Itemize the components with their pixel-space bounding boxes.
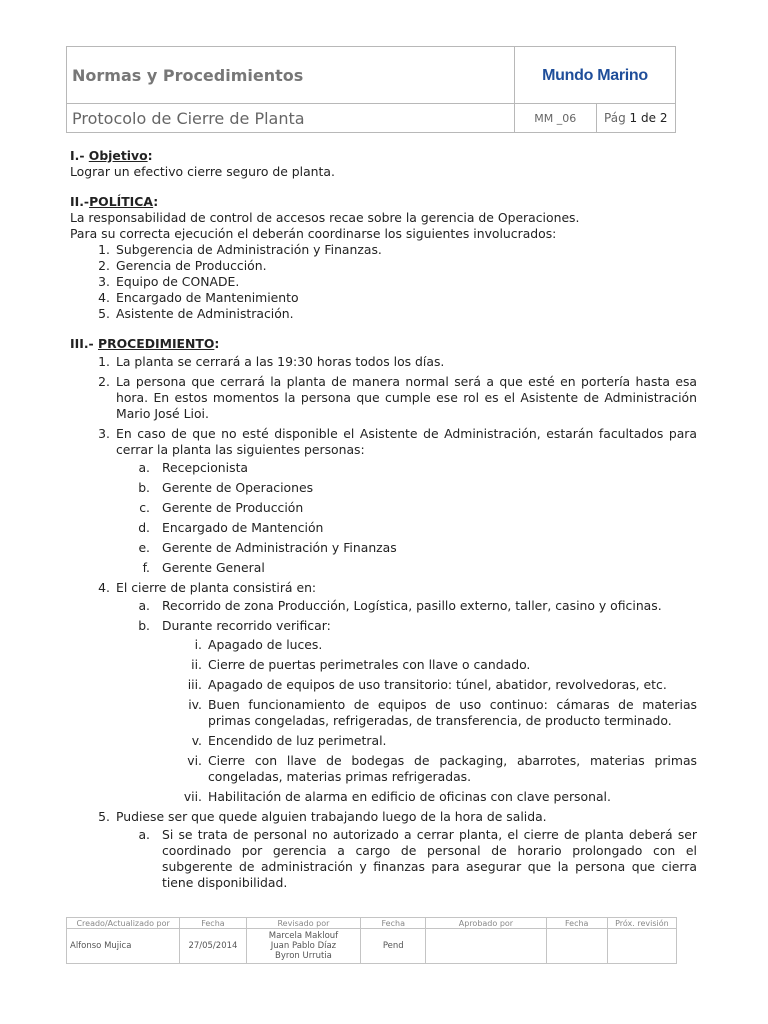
list-item: iv. Buen funcionamiento de equipos de uso continuo: cámaras de materias primas congeladas, refrigeradas, de transferencia, de producto terminado. (188, 697, 697, 728)
section-heading: Objetivo (88, 148, 148, 163)
document-title: Normas y Procedimientos (67, 47, 515, 104)
list-item: v. Encendido de luz perimetral. (191, 733, 387, 748)
document-header (66, 46, 676, 133)
list-item: 3. Equipo de CONADE. (98, 274, 240, 289)
list-item: 5. Asistente de Administración. (98, 306, 294, 321)
document-code: MM _06 (515, 104, 597, 133)
list-item: b. Gerente de Operaciones (138, 480, 314, 495)
page-current: 1 (629, 111, 638, 125)
created-date: 27/05/2014 (180, 929, 246, 964)
column-header: Próx. revisión (607, 918, 676, 929)
section-heading: PROCEDIMIENTO (98, 336, 215, 351)
section-colon: : (153, 194, 159, 209)
procedimiento-list (70, 354, 697, 891)
table-row (67, 929, 677, 964)
verification-checklist (116, 637, 697, 805)
page-indicator (596, 104, 676, 133)
reviewer-name: Marcela Maklouf (268, 931, 339, 941)
reviewer-name: Juan Pablo Díaz (270, 941, 337, 951)
list-item: e. Gerente de Administración y Finanzas (138, 540, 397, 555)
review-date: Pend (361, 929, 426, 964)
section-colon: : (147, 148, 153, 163)
list-item: vi. Cierre con llave de bodegas de packaging, abarrotes, materias primas congeladas, materias primas refrigeradas. (187, 753, 697, 784)
table-header-row (67, 918, 677, 929)
page-prefix: Pág (604, 111, 626, 125)
logo-text: Mundo Marino (542, 67, 648, 84)
list-item: vii. Habilitación de alarma en edificio de oficinas con clave personal. (183, 789, 611, 804)
list-item: i. Apagado de luces. (194, 637, 323, 652)
created-by: Alfonso Mujica (67, 929, 180, 964)
list-item: 1. La planta se cerrará a las 19:30 horas todos los días. (98, 354, 445, 369)
objetivo-text: Lograr un efectivo cierre seguro de planta. (70, 164, 335, 179)
list-item: a. Recorrido de zona Producción, Logística, pasillo externo, taller, casino y oficinas. (138, 598, 662, 613)
reviewed-by (246, 929, 361, 964)
section-prefix: I.- (70, 148, 89, 163)
document-subtitle: Protocolo de Cierre de Planta (67, 104, 515, 133)
column-header: Fecha (180, 918, 246, 929)
column-header: Creado/Actualizado por (67, 918, 180, 929)
approved-by (426, 929, 546, 964)
section-politica-heading (70, 194, 697, 210)
closing-steps-list (70, 598, 697, 805)
list-item: iii. Apagado de equipos de uso transitorio: túnel, abatidor, revolvedoras, etc. (187, 677, 667, 692)
politica-list (70, 242, 697, 322)
document-body (70, 148, 697, 895)
politica-line-2: Para su correcta ejecución el deberán coordinarse los siguientes involucrados: (70, 226, 557, 241)
list-item: 2. La persona que cerrará la planta de manera normal será a que esté en portería hasta esa hora. En estos momentos la persona que cumple ese rol es el Asistente de Administración Mario José Lioi. (98, 374, 697, 421)
reviewer-name: Byron Urrutia (275, 951, 332, 961)
section-prefix: III.- (70, 336, 98, 351)
list-item: a. Si se trata de personal no autorizado a cerrar planta, el cierre de planta deberá ser coordinado por gerencia a cargo de personal de horario prolongado con el subgerente de administración y finanzas para asegurar que la persona que cierra tiene disponibilidad. (138, 827, 697, 890)
column-header: Fecha (361, 918, 426, 929)
section-colon: : (214, 336, 220, 351)
list-item: a. Recepcionista (138, 460, 249, 475)
section-prefix: II.- (70, 194, 90, 209)
list-item: 3. En caso de que no esté disponible el Asistente de Administración, estarán facultados para cerrar la planta las siguientes personas: a. Recepcionista b. Gerente de Operaciones c. Gerente de Producción d. Encargado de Mantención e. Gerente de Administración y Finanzas f. Gerente General (70, 426, 697, 576)
page-of: de (641, 111, 656, 125)
politica-line-1: La responsabilidad de control de accesos recae sobre la gerencia de Operaciones. (70, 210, 580, 225)
column-header: Fecha (546, 918, 607, 929)
list-item: f. Gerente General (142, 560, 265, 575)
next-review (607, 929, 676, 964)
company-logo (515, 47, 676, 104)
list-item: 4. Encargado de Mantenimiento (98, 290, 299, 305)
late-worker-list (70, 827, 697, 891)
list-item: 4. El cierre de planta consistirá en: a. Recorrido de zona Producción, Logística, pasillo externo, taller, casino y oficinas. b. Durante recorrido verificar: i. Apagado de luces. ii. Cierre de puertas perimetrales con llave o candado. iii. Apagado de equipos de uso transitorio: túnel, abatidor, revolvedoras, etc. iv. Buen funcionamiento de equipos de uso continuo: cámaras de materias primas congeladas, refrigeradas, de transferencia, de producto terminado. v. Encendido de luz perimetral. vi. Cierre con llave de bodegas de packaging, abarrotes, materias primas congeladas, materias primas refrigeradas. vii. Habilitación de alarma en edificio de oficinas con clave personal. (70, 580, 697, 805)
section-objetivo-heading (70, 148, 697, 164)
page-total: 2 (659, 111, 668, 125)
column-header: Aprobado por (426, 918, 546, 929)
authorized-closers-list (70, 460, 697, 576)
approved-date (546, 929, 607, 964)
list-item: 2. Gerencia de Producción. (98, 258, 267, 273)
column-header: Revisado por (246, 918, 361, 929)
list-item: 5. Pudiese ser que quede alguien trabajando luego de la hora de salida. a. Si se trata de personal no autorizado a cerrar planta, el cierre de planta deberá ser coordinado por gerencia a cargo de personal de horario prolongado con el subgerente de administración y finanzas para asegurar que la persona que cierra tiene disponibilidad. (70, 809, 697, 891)
list-item: ii. Cierre de puertas perimetrales con llave o candado. (191, 657, 531, 672)
list-item: 1. Subgerencia de Administración y Finanzas. (98, 242, 382, 257)
section-procedimiento-heading (70, 336, 697, 352)
list-item: d. Encargado de Mantención (138, 520, 324, 535)
list-item: b. Durante recorrido verificar: i. Apagado de luces. ii. Cierre de puertas perimetrales con llave o candado. iii. Apagado de equipos de uso transitorio: túnel, abatidor, revolvedoras, etc. iv. Buen funcionamiento de equipos de uso continuo: cámaras de materias primas congeladas, refrigeradas, de transferencia, de producto terminado. v. Encendido de luz perimetral. vi. Cierre con llave de bodegas de packaging, abarrotes, materias primas congeladas, materias primas refrigeradas. vii. Habilitación de alarma en edificio de oficinas con clave personal. (116, 618, 697, 805)
list-item: c. Gerente de Producción (139, 500, 304, 515)
approval-table (66, 917, 677, 964)
section-heading: POLÍTICA (89, 194, 154, 209)
